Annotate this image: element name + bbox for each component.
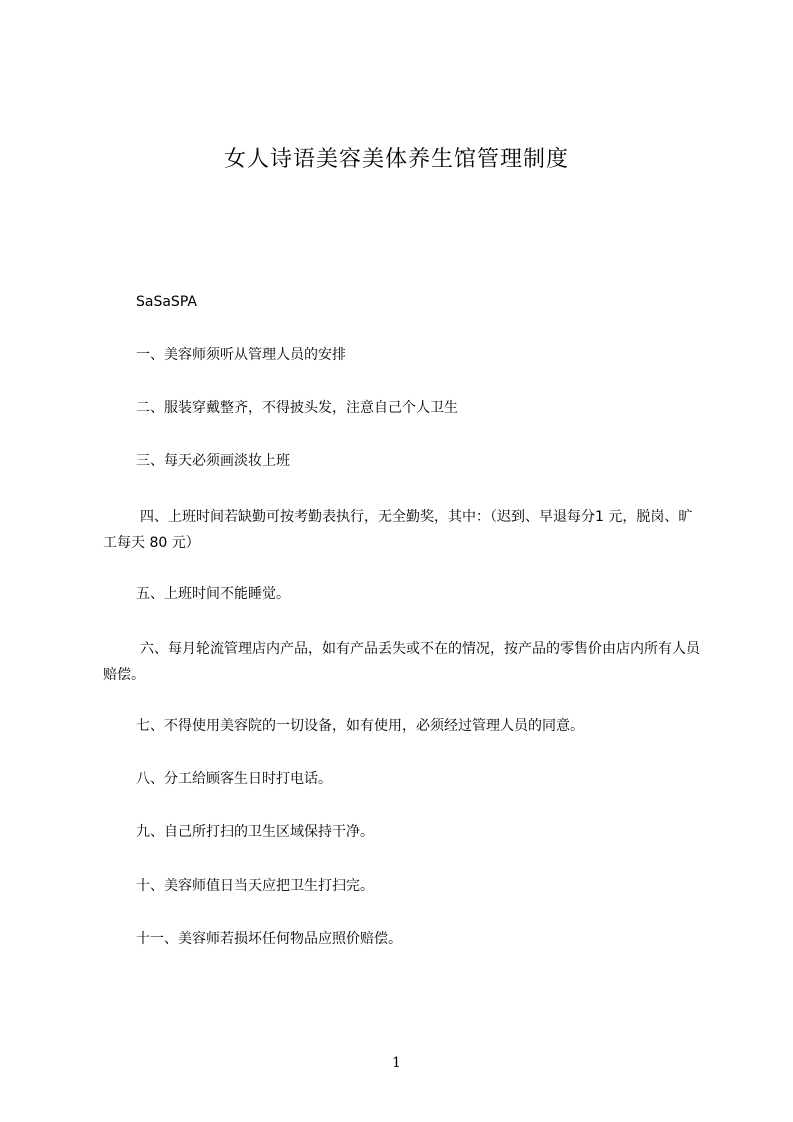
rule-3: 三、每天必须画淡妆上班: [136, 453, 290, 469]
rule-4: 四、上班时间若缺勤可按考勤表执行，无全勤奖，其中：（迟到、早退每分1 元，脱岗、旷工每天 80 元）: [103, 509, 693, 551]
rule-9: 九、自己所打扫的卫生区域保持干净。: [136, 824, 374, 840]
rule-11: 十一、美容师若损坏任何物品应照价赔偿。: [136, 931, 402, 947]
rule-2: 二、服装穿戴整齐，不得披头发，注意自己个人卫生: [136, 400, 458, 416]
document-title: 女人诗语美容美体养生馆管理制度: [223, 147, 569, 172]
page-number: 1: [392, 1055, 401, 1071]
rule-7: 七、不得使用美容院的一切设备，如有使用，必须经过管理人员的同意。: [136, 718, 584, 734]
rule-1: 一、美容师须听从管理人员的安排: [136, 347, 346, 363]
rule-8: 八、分工给顾客生日时打电话。: [136, 771, 332, 787]
rule-5: 五、上班时间不能睡觉。: [136, 586, 290, 602]
rule-10: 十、美容师值日当天应把卫生打扫完。: [136, 878, 374, 894]
rule-6: 六、每月轮流管理店内产品，如有产品丢失或不在的情况，按产品的零售价由店内所有人员赔偿。: [103, 641, 700, 683]
brand-line: SaSaSPA: [136, 294, 197, 310]
